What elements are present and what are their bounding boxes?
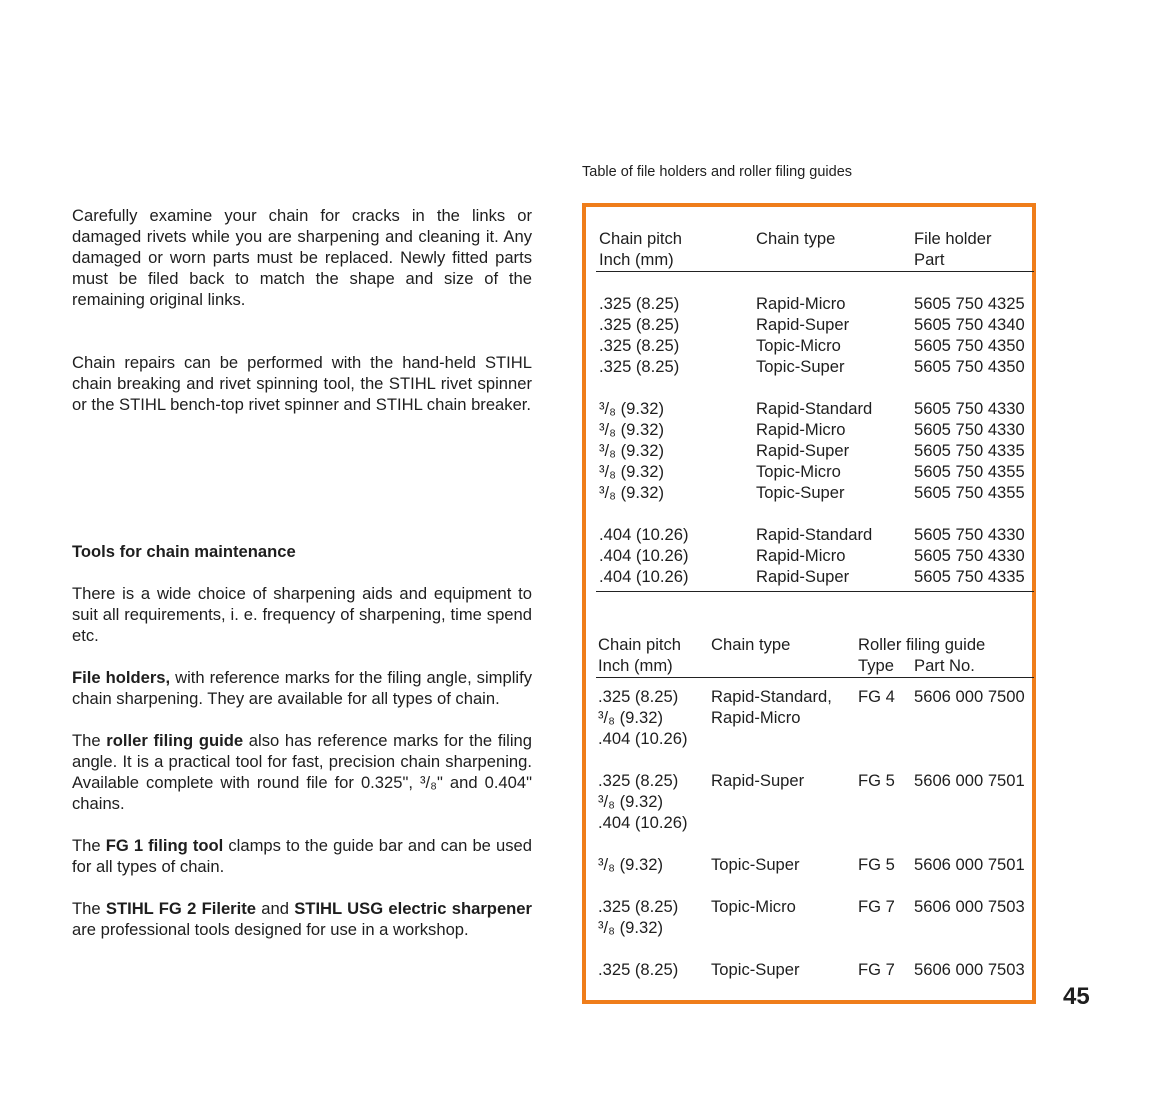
header-part-no: Part No. (914, 656, 975, 675)
table-row (596, 398, 1034, 419)
pitch-cell: ³/₈ (9.32) (599, 399, 664, 418)
file-holder-table (596, 228, 1034, 592)
table-row (596, 293, 1034, 314)
header-chain-pitch: Chain pitch (598, 635, 682, 654)
table-row (596, 812, 1034, 833)
term-fg2: STIHL FG 2 Filerite (105, 899, 256, 918)
guide-type-cell: FG 5 (858, 855, 895, 874)
table-row (596, 335, 1034, 356)
table-row (596, 791, 1034, 812)
header-chain-type: Chain type (756, 229, 836, 248)
pitch-cell: .325 (8.25) (598, 960, 679, 979)
part-cell: 5606 000 7501 (914, 855, 1025, 874)
table-row (596, 917, 1034, 938)
part-cell: 5605 750 4325 (914, 294, 1025, 313)
part-cell: 5605 750 4355 (914, 483, 1025, 502)
guide-type-cell: FG 7 (858, 960, 895, 979)
term-roller-guide: roller filing guide (106, 731, 244, 750)
type-cell: Rapid-Standard (756, 525, 873, 544)
type-cell: Rapid-Micro (756, 420, 846, 439)
type-cell: Topic-Super (711, 855, 800, 874)
table-row (596, 959, 1034, 980)
part-cell: 5606 000 7501 (914, 771, 1025, 790)
type-cell: Rapid-Micro (756, 294, 846, 313)
part-cell: 5605 750 4350 (914, 357, 1025, 376)
part-cell: 5606 000 7500 (914, 687, 1025, 706)
table-header-row (596, 634, 1034, 655)
type-cell: Rapid-Micro (756, 546, 846, 565)
type-cell: Topic-Micro (756, 336, 841, 355)
guide-type-cell: FG 5 (858, 771, 895, 790)
pitch-cell: ³/₈ (9.32) (599, 441, 664, 460)
pitch-cell: .325 (8.25) (598, 897, 679, 916)
table-row (596, 356, 1034, 377)
table-row (596, 566, 1034, 587)
part-cell: 5606 000 7503 (914, 897, 1025, 916)
term-file-holders: File holders, (72, 668, 171, 687)
table-row (596, 524, 1034, 545)
pitch-cell: ³/₈ (9.32) (598, 855, 663, 874)
guide-type-cell: FG 7 (858, 897, 895, 916)
section-heading: Tools for chain maintenance (72, 542, 296, 561)
paragraph-sharpening-aids: There is a wide choice of sharpening aids and equipment to suit all requirements, i. e. frequency of sharpening, time spend etc. (72, 584, 532, 645)
file-holder-table-body (596, 293, 1034, 587)
table-header-row (596, 228, 1034, 249)
header-pitch-unit: Inch (mm) (598, 656, 673, 675)
pitch-cell: .325 (8.25) (599, 294, 680, 313)
pitch-cell: ³/₈ (9.32) (598, 792, 663, 811)
table-row (596, 854, 1034, 875)
header-file-holder: File holder (914, 229, 992, 248)
part-cell: 5605 750 4355 (914, 462, 1025, 481)
pitch-cell: .404 (10.26) (599, 567, 689, 586)
table-row (596, 770, 1034, 791)
pitch-cell: .325 (8.25) (598, 687, 679, 706)
part-cell: 5605 750 4350 (914, 336, 1025, 355)
table-row (596, 482, 1034, 503)
type-cell: Topic-Super (756, 357, 845, 376)
type-cell: Rapid-Super (756, 567, 850, 586)
part-cell: 5605 750 4330 (914, 399, 1025, 418)
part-cell: 5605 750 4330 (914, 525, 1025, 544)
pitch-cell: .325 (8.25) (599, 336, 680, 355)
guide-type-cell: FG 4 (858, 687, 895, 706)
table-row (596, 461, 1034, 482)
type-cell: Rapid-Micro (711, 708, 801, 727)
body-text-column (72, 205, 532, 940)
part-cell: 5605 750 4335 (914, 441, 1025, 460)
table-header-row (596, 655, 1034, 676)
pitch-cell: .325 (8.25) (599, 315, 680, 334)
table-header-row (596, 249, 1034, 270)
part-cell: 5605 750 4330 (914, 546, 1025, 565)
pitch-cell: .404 (10.26) (598, 729, 688, 748)
pitch-cell: .404 (10.26) (599, 525, 689, 544)
pitch-cell: .325 (8.25) (598, 771, 679, 790)
header-roller-guide: Roller filing guide (858, 635, 986, 654)
table-frame (582, 203, 1036, 1004)
table-row (596, 707, 1034, 728)
header-chain-type: Chain type (711, 635, 791, 654)
part-cell: 5606 000 7503 (914, 960, 1025, 979)
table-row (596, 419, 1034, 440)
paragraph-inspection: Carefully examine your chain for cracks in the links or damaged rivets while you are sharpening and cleaning it. Any damaged or worn parts must be replaced. Newly fitted parts must be filed back to match the shape and size of the remaining original links. (72, 206, 532, 309)
paragraph-roller-guide: The roller filing guide also has reference marks for the filing angle. It is a practical tool for fast, precision chain sharpening. Available complete with round file for 0.325", ³/₈" and 0.404" chains. (72, 731, 532, 813)
pitch-cell: .404 (10.26) (598, 813, 688, 832)
paragraph-fg1: The FG 1 filing tool clamps to the guide bar and can be used for all types of chain. (72, 836, 532, 876)
type-cell: Topic-Micro (756, 462, 841, 481)
term-fg1: FG 1 filing tool (105, 836, 224, 855)
part-cell: 5605 750 4335 (914, 567, 1025, 586)
roller-guide-table (596, 634, 1034, 980)
table-caption: Table of file holders and roller filing guides (582, 164, 853, 180)
header-pitch-unit: Inch (mm) (599, 250, 674, 269)
header-part: Part (914, 250, 945, 269)
type-cell: Rapid-Standard (756, 399, 873, 418)
table-row (596, 728, 1034, 749)
header-chain-pitch: Chain pitch (599, 229, 683, 248)
pitch-cell: ³/₈ (9.32) (599, 462, 664, 481)
paragraph-repairs: Chain repairs can be performed with the hand-held STIHL chain breaking and rivet spinning tool, the STIHL rivet spinner or the STIHL bench-top rivet spinner and STIHL chain breaker. (72, 353, 532, 414)
pitch-cell: .404 (10.26) (599, 546, 689, 565)
pitch-cell: ³/₈ (9.32) (599, 420, 664, 439)
pitch-cell: .325 (8.25) (599, 357, 680, 376)
pitch-cell: ³/₈ (9.32) (598, 708, 663, 727)
table-row (596, 896, 1034, 917)
pitch-cell: ³/₈ (9.32) (598, 918, 663, 937)
divider (596, 591, 1034, 592)
paragraph-file-holders: File holders, with reference marks for the filing angle, simplify chain sharpening. They are available for all types of chain. (72, 668, 532, 708)
part-cell: 5605 750 4340 (914, 315, 1025, 334)
type-cell: Rapid-Super (756, 441, 850, 460)
pitch-cell: ³/₈ (9.32) (599, 483, 664, 502)
type-cell: Rapid-Super (711, 771, 805, 790)
table-row (596, 314, 1034, 335)
term-usg: STIHL USG electric sharpener (294, 899, 532, 918)
type-cell: Topic-Micro (711, 897, 796, 916)
roller-guide-table-body (596, 686, 1034, 980)
table-row (596, 686, 1034, 707)
table-row (596, 440, 1034, 461)
header-guide-type: Type (858, 656, 894, 675)
part-cell: 5605 750 4330 (914, 420, 1025, 439)
type-cell: Rapid-Standard, (711, 687, 832, 706)
type-cell: Topic-Super (756, 483, 845, 502)
type-cell: Rapid-Super (756, 315, 850, 334)
page-number: 45 (1063, 983, 1090, 1010)
table-row (596, 545, 1034, 566)
paragraph-fg2-usg: The STIHL FG 2 Filerite and STIHL USG electric sharpener are professional tools designed for use in a workshop. (72, 899, 532, 939)
type-cell: Topic-Super (711, 960, 800, 979)
